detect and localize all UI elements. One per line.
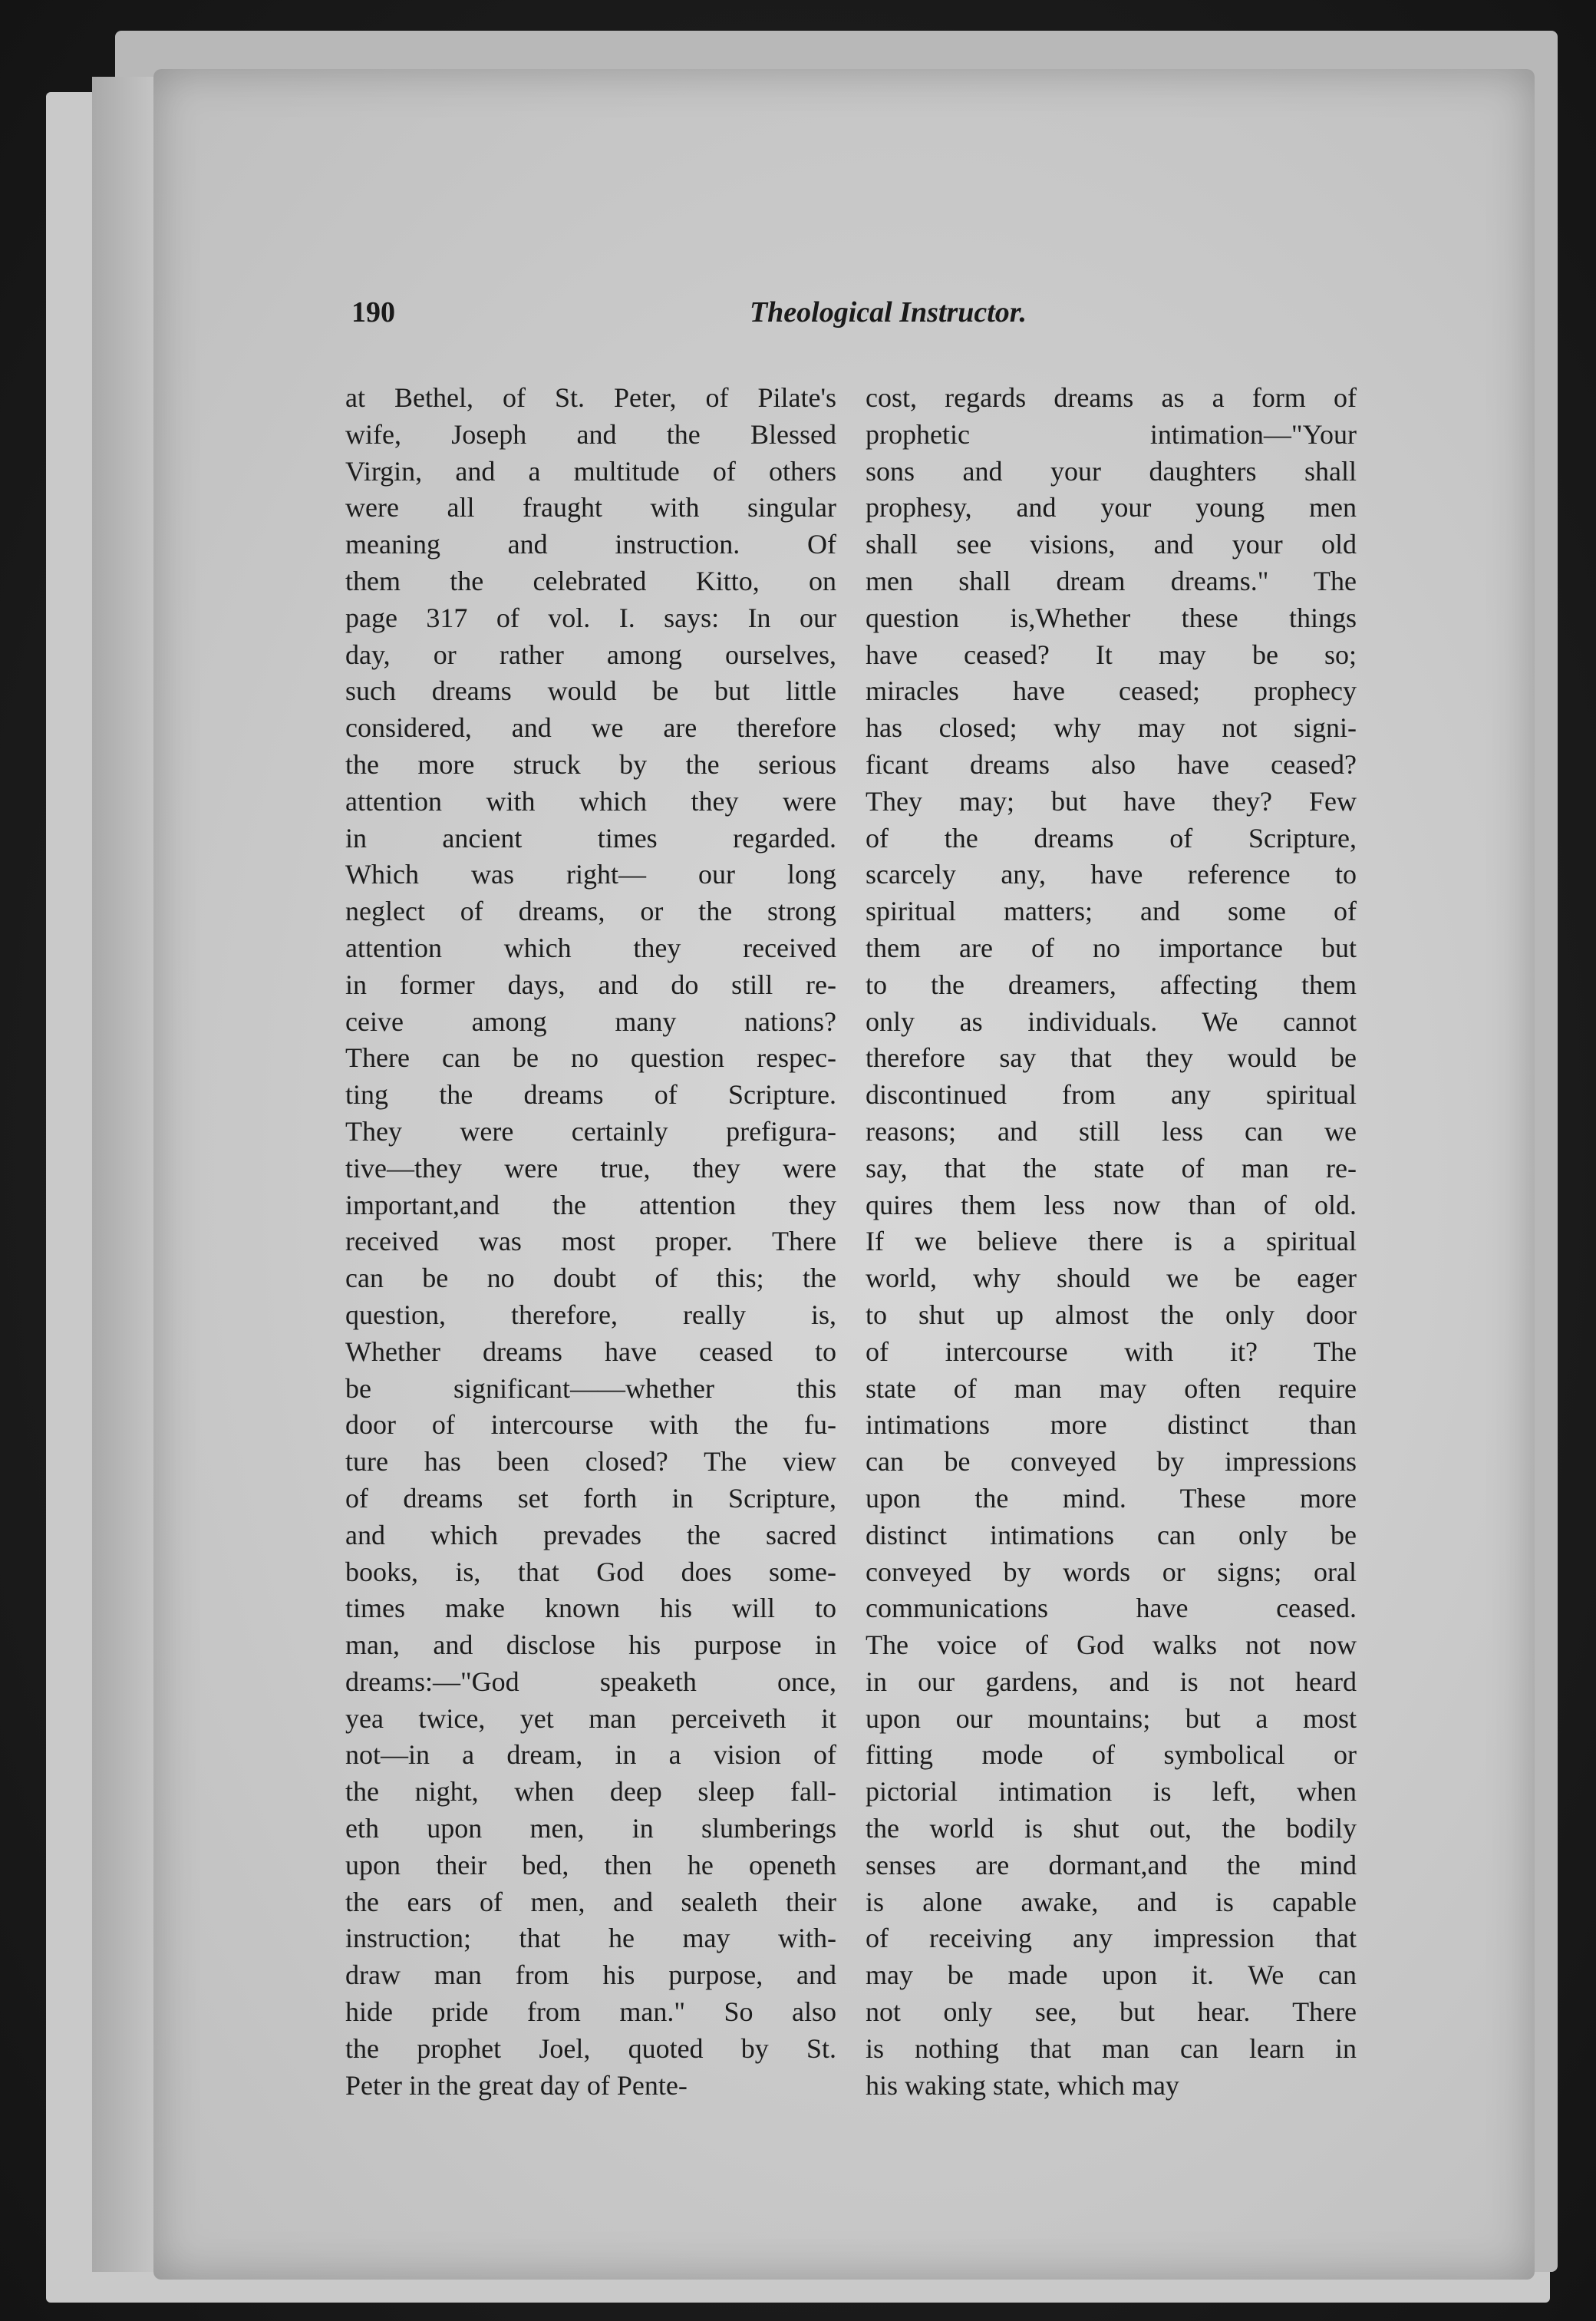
text-line: the ears of men, and sealeth their bbox=[345, 1886, 836, 1917]
text-line: door of intercourse with the fu- bbox=[345, 1409, 836, 1441]
torn-page-edge bbox=[92, 77, 153, 2272]
text-line: to the dreamers, affecting them bbox=[866, 969, 1357, 1000]
text-line: only as individuals. We cannot bbox=[866, 1005, 1357, 1037]
text-line: may be made upon it. We can bbox=[866, 1959, 1357, 1991]
text-line: the prophet Joel, quoted by St. bbox=[345, 2032, 836, 2064]
text-line: times make known his will to bbox=[345, 1593, 836, 1624]
text-line: received was most proper. There bbox=[345, 1226, 836, 1257]
text-line: prophesy, and your young men bbox=[866, 492, 1357, 523]
running-title: Theological Instructor. bbox=[749, 296, 1027, 329]
text-line: of intercourse with it? The bbox=[866, 1335, 1357, 1367]
text-line: at Bethel, of St. Peter, of Pilate's bbox=[345, 382, 836, 413]
text-line: scarcely any, have reference to bbox=[866, 859, 1357, 890]
text-line: reasons; and still less can we bbox=[866, 1115, 1357, 1147]
text-line: have ceased? It may be so; bbox=[866, 639, 1357, 670]
text-line: dreams:—"God speaketh once, bbox=[345, 1666, 836, 1697]
text-line: is nothing that man can learn in bbox=[866, 2032, 1357, 2064]
text-line: the night, when deep sleep fall- bbox=[345, 1776, 836, 1808]
text-line: pictorial intimation is left, when bbox=[866, 1776, 1357, 1808]
text-line: They were certainly prefigura- bbox=[345, 1115, 836, 1147]
text-line: attention with which they were bbox=[345, 785, 836, 817]
right-text-column bbox=[866, 380, 1357, 2104]
text-line: instruction; that he may with- bbox=[345, 1923, 836, 1954]
text-line: cost, regards dreams as a form of bbox=[866, 382, 1357, 413]
text-line: Whether dreams have ceased to bbox=[345, 1335, 836, 1367]
text-line: man, and disclose his purpose in bbox=[345, 1629, 836, 1661]
text-line: the world is shut out, the bodily bbox=[866, 1813, 1357, 1844]
text-line: eth upon men, in slumberings bbox=[345, 1813, 836, 1844]
text-line: Which was right— our long bbox=[345, 859, 836, 890]
text-line: can be no doubt of this; the bbox=[345, 1263, 836, 1294]
text-line: world, why should we be eager bbox=[866, 1263, 1357, 1294]
text-line: wife, Joseph and the Blessed bbox=[345, 418, 836, 450]
text-line: and which prevades the sacred bbox=[345, 1519, 836, 1550]
text-line: Virgin, and a multitude of others bbox=[345, 455, 836, 487]
text-line: discontinued from any spiritual bbox=[866, 1079, 1357, 1111]
text-line: has closed; why may not signi- bbox=[866, 712, 1357, 744]
text-line: spiritual matters; and some of bbox=[866, 896, 1357, 927]
text-line: of dreams set forth in Scripture, bbox=[345, 1482, 836, 1514]
text-line: They may; but have they? Few bbox=[866, 785, 1357, 817]
text-line: to shut up almost the only door bbox=[866, 1299, 1357, 1330]
page-header bbox=[351, 295, 1027, 342]
text-line: therefore say that they would be bbox=[866, 1042, 1357, 1074]
text-line: upon the mind. These more bbox=[866, 1482, 1357, 1514]
text-line: considered, and we are therefore bbox=[345, 712, 836, 744]
text-line: sons and your daughters shall bbox=[866, 455, 1357, 487]
text-line: tive—they were true, they were bbox=[345, 1152, 836, 1184]
text-line: page 317 of vol. I. says: In our bbox=[345, 602, 836, 633]
text-line: ficant dreams also have ceased? bbox=[866, 748, 1357, 780]
text-line: his waking state, which may bbox=[866, 2069, 1179, 2101]
text-line: communications have ceased. bbox=[866, 1593, 1357, 1624]
text-line: say, that the state of man re- bbox=[866, 1152, 1357, 1184]
text-line: of receiving any impression that bbox=[866, 1923, 1357, 1954]
text-line: miracles have ceased; prophecy bbox=[866, 675, 1357, 707]
text-line: shall see visions, and your old bbox=[866, 529, 1357, 560]
text-line: important,and the attention they bbox=[345, 1189, 836, 1220]
text-line: is alone awake, and is capable bbox=[866, 1886, 1357, 1917]
text-line: question, therefore, really is, bbox=[345, 1299, 836, 1330]
text-line: books, is, that God does some- bbox=[345, 1556, 836, 1587]
text-line: day, or rather among ourselves, bbox=[345, 639, 836, 670]
text-line: intimations more distinct than bbox=[866, 1409, 1357, 1441]
text-line: upon our mountains; but a most bbox=[866, 1702, 1357, 1734]
left-text-column bbox=[345, 380, 836, 2104]
text-line: meaning and instruction. Of bbox=[345, 529, 836, 560]
text-line: conveyed by words or signs; oral bbox=[866, 1556, 1357, 1587]
text-line: upon their bed, then he openeth bbox=[345, 1849, 836, 1880]
text-line: ture has been closed? The view bbox=[345, 1446, 836, 1477]
text-line: not—in a dream, in a vision of bbox=[345, 1739, 836, 1771]
text-line: neglect of dreams, or the strong bbox=[345, 896, 836, 927]
text-line: can be conveyed by impressions bbox=[866, 1446, 1357, 1477]
text-line: in ancient times regarded. bbox=[345, 822, 836, 853]
text-line: prophetic intimation—"Your bbox=[866, 418, 1357, 450]
text-line: yea twice, yet man perceiveth it bbox=[345, 1702, 836, 1734]
text-line: hide pride from man." So also bbox=[345, 1996, 836, 2028]
text-line: state of man may often require bbox=[866, 1372, 1357, 1404]
text-line: question is,Whether these things bbox=[866, 602, 1357, 633]
text-line: Peter in the great day of Pente- bbox=[345, 2069, 688, 2101]
text-line: If we believe there is a spiritual bbox=[866, 1226, 1357, 1257]
text-line: of the dreams of Scripture, bbox=[866, 822, 1357, 853]
text-line: fitting mode of symbolical or bbox=[866, 1739, 1357, 1771]
text-line: them the celebrated Kitto, on bbox=[345, 565, 836, 596]
text-line: not only see, but hear. There bbox=[866, 1996, 1357, 2028]
text-line: There can be no question respec- bbox=[345, 1042, 836, 1074]
text-line: distinct intimations can only be bbox=[866, 1519, 1357, 1550]
text-line: them are of no importance but bbox=[866, 932, 1357, 963]
text-line: quires them less now than of old. bbox=[866, 1189, 1357, 1220]
text-line: draw man from his purpose, and bbox=[345, 1959, 836, 1991]
text-line: senses are dormant,and the mind bbox=[866, 1849, 1357, 1880]
text-line: the more struck by the serious bbox=[345, 748, 836, 780]
text-line: in our gardens, and is not heard bbox=[866, 1666, 1357, 1697]
text-line: be significant——whether this bbox=[345, 1372, 836, 1404]
text-line: in former days, and do still re- bbox=[345, 969, 836, 1000]
text-line: were all fraught with singular bbox=[345, 492, 836, 523]
text-line: The voice of God walks not now bbox=[866, 1629, 1357, 1661]
text-line: ceive among many nations? bbox=[345, 1005, 836, 1037]
text-line: ting the dreams of Scripture. bbox=[345, 1079, 836, 1111]
text-line: such dreams would be but little bbox=[345, 675, 836, 707]
page-number: 190 bbox=[351, 296, 395, 329]
text-line: men shall dream dreams." The bbox=[866, 565, 1357, 596]
text-line: attention which they received bbox=[345, 932, 836, 963]
